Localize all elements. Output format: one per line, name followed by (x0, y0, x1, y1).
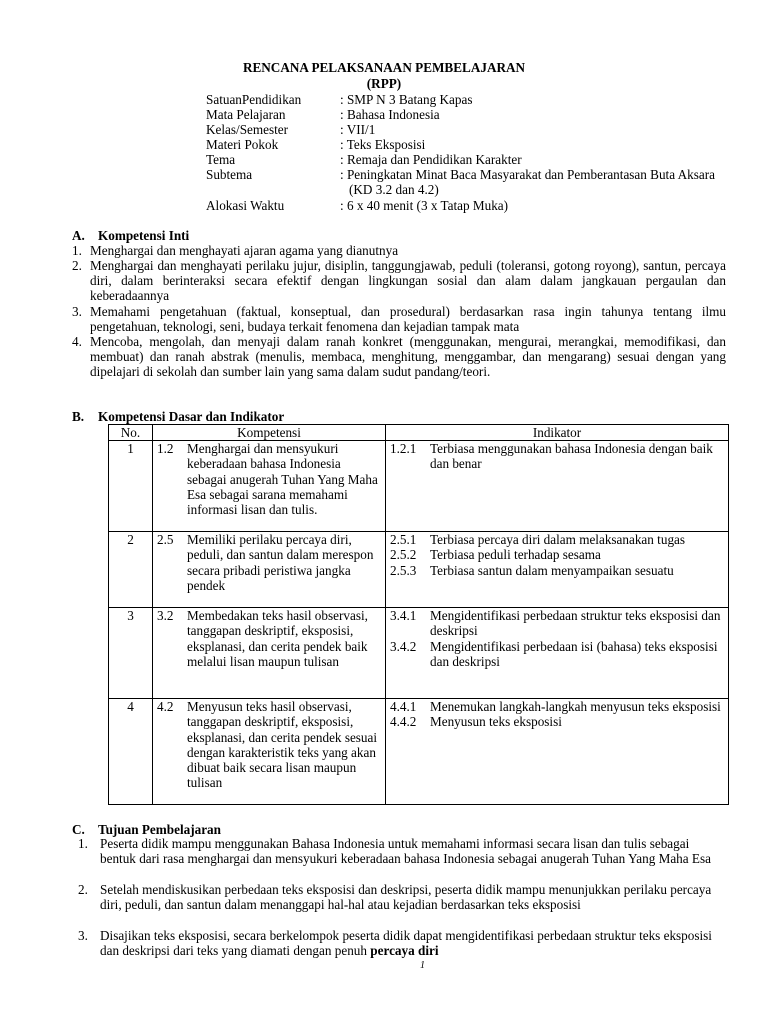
list-item-text: Setelah mendiskusikan perbedaan teks eksposisi dan deskripsi, peserta didik mampu menunjukkan perilaku percaya diri, peduli, dan santun dalam menanggapi hal-hal atau kejadian berdasarkan teks eksposisi (100, 882, 712, 913)
competency-table (108, 424, 729, 805)
indicator-entry (390, 608, 724, 638)
identity-value: : 6 x 40 menit (3 x Tatap Muka) (340, 198, 509, 213)
indicator-code: 1.2.1 (390, 441, 417, 457)
identity-label: Alokasi Waktu (206, 198, 285, 213)
competency-entry (157, 441, 381, 517)
indicator-entry (390, 532, 724, 547)
page-number: 1 (420, 960, 425, 971)
indicator-code: 2.5.2 (390, 547, 417, 563)
indicator-cell (386, 608, 729, 699)
competency-cell (153, 532, 386, 608)
list-item-text: Menghargai dan menghayati perilaku jujur, disiplin, tanggungjawab, peduli (toleransi, gotong royong), santun, percaya diri, dalam berinteraksi secara efektif dengan lingkungan sosial dan alam dalam jangkauan pergaulan dan keberadaannya (90, 258, 726, 304)
list-item (72, 258, 726, 304)
list-item (72, 243, 726, 258)
kd-text: Membedakan teks hasil observasi, tanggapan deskriptif, eksposisi, eksplanasi, dan cerita pendek baik melalui lisan maupun tulisan (187, 608, 368, 669)
row-number: 3 (109, 608, 153, 699)
list-item-number: 4. (72, 334, 82, 349)
list-item-text: Peserta didik mampu menggunakan Bahasa Indonesia untuk memahami informasi secara lisan dan tulis sebagai bentuk dari rasa menghargai dan mensyukuri keberadaan bahasa Indonesia sebagai anugerah Tuhan Yang Maha Esa (100, 836, 711, 867)
kd-code: 1.2 (157, 441, 174, 457)
competency-cell (153, 608, 386, 699)
indicator-entry (390, 547, 724, 562)
list-item-text: Mencoba, mengolah, dan menyaji dalam ranah konkret (menggunakan, mengurai, merangkai, memodifikasi, dan membuat) dan ranah abstrak (menulis, membaca, menghitung, menggambar, dan mengarang) sesuai dengan yang dipelajari di sekolah dan sumber lain yang sama dalam sudut pandang/teori. (90, 334, 726, 380)
section-letter: B. (72, 409, 85, 424)
list-item-number: 2. (72, 258, 82, 273)
identity-label: Materi Pokok (206, 137, 279, 152)
kd-code: 2.5 (157, 532, 174, 548)
document-subtitle: (RPP) (366, 76, 402, 91)
indicator-code: 3.4.2 (390, 638, 417, 654)
row-number: 2 (109, 532, 153, 608)
identity-value: : SMP N 3 Batang Kapas (340, 92, 473, 107)
indicator-text: Menemukan langkah-langkah menyusun teks eksposisi (430, 699, 721, 715)
table-row (109, 608, 729, 699)
identity-label: SatuanPendidikan (206, 92, 302, 107)
identity-value: : Teks Eksposisi (340, 137, 426, 152)
indicator-cell (386, 441, 729, 532)
competency-cell (153, 441, 386, 532)
identity-value: : VII/1 (340, 122, 376, 137)
indicator-text: Menyusun teks eksposisi (430, 714, 562, 730)
kd-code: 4.2 (157, 699, 174, 715)
indicator-code: 2.5.1 (390, 532, 417, 548)
list-item-text: Menghargai dan menghayati ajaran agama yang dianutnya (90, 243, 399, 258)
row-number: 1 (109, 441, 153, 532)
row-number: 4 (109, 699, 153, 805)
indicator-text: Terbiasa santun dalam menyampaikan sesuatu (430, 562, 674, 578)
competency-entry (157, 699, 381, 790)
kd-text: Menghargai dan mensyukuri keberadaan bahasa Indonesia sebagai anugerah Tuhan Yang Maha Esa sebagai sarana memahami informasi lisan dan tulis. (187, 441, 378, 518)
kd-code: 3.2 (157, 608, 174, 624)
list-item-number: 1. (72, 243, 82, 258)
indicator-text: Terbiasa peduli terhadap sesama (430, 547, 601, 563)
table-header-row (109, 425, 729, 441)
list-item (72, 334, 726, 380)
identity-value: : Remaja dan Pendidikan Karakter (340, 152, 522, 167)
list-item-number: 3. (78, 928, 88, 943)
column-header: No. (109, 425, 153, 441)
identity-label: Mata Pelajaran (206, 107, 286, 122)
identity-label: Tema (206, 152, 236, 167)
indicator-text: Terbiasa percaya diri dalam melaksanakan tugas (430, 532, 686, 548)
list-item-text: Disajikan teks eksposisi, secara berkelompok peserta didik dapat mengidentifikasi perbedaan struktur teks eksposisi dan deskripsi dari teks yang diamati dengan penuh (100, 928, 712, 959)
kd-text: Memiliki perilaku percaya diri, peduli, dan santun dalam merespon secara pribadi peristiwa jangka pendek (187, 532, 374, 593)
list-item-bold-text: percaya diri (370, 943, 439, 959)
list-item (78, 882, 726, 913)
section-letter: C. (72, 822, 85, 837)
competency-cell (153, 699, 386, 805)
indicator-code: 3.4.1 (390, 608, 417, 624)
indicator-cell (386, 532, 729, 608)
identity-value: : Peningkatan Minat Baca Masyarakat dan Pemberantasan Buta Aksara (KD 3.2 dan 4.2) (340, 167, 715, 198)
table-row (109, 699, 729, 805)
competency-entry (157, 532, 381, 593)
identity-label: Kelas/Semester (206, 122, 289, 137)
list-item (78, 836, 726, 867)
indicator-code: 4.4.2 (390, 714, 417, 730)
column-header: Kompetensi (153, 425, 386, 441)
indicator-entry (390, 714, 724, 729)
list-item-text: Memahami pengetahuan (faktual, konseptual, dan prosedural) berdasarkan rasa ingin tahunya tentang ilmu pengetahuan, teknologi, seni, budaya terkait fenomena dan kejadian tampak mata (90, 304, 726, 335)
indicator-entry (390, 699, 724, 714)
identity-label: Subtema (206, 167, 253, 182)
column-header: Indikator (386, 425, 729, 441)
section-heading-text: Kompetensi Dasar dan Indikator (98, 409, 285, 424)
kd-text: Menyusun teks hasil observasi, tanggapan deskriptif, eksposisi, eksplanasi, dan cerita pendek sesuai dengan karakteristik teks yang akan dibuat baik secara lisan maupun tulisan (187, 699, 378, 791)
identity-value: : Bahasa Indonesia (340, 107, 440, 122)
indicator-code: 4.4.1 (390, 699, 417, 715)
table-row (109, 441, 729, 532)
competency-entry (157, 608, 381, 669)
section-letter: A. (72, 228, 85, 243)
indicator-text: Mengidentifikasi perbedaan struktur teks eksposisi dan deskripsi (430, 608, 721, 639)
indicator-text: Terbiasa menggunakan bahasa Indonesia dengan baik dan benar (430, 441, 713, 472)
section-heading-text: Kompetensi Inti (98, 228, 190, 243)
indicator-entry (390, 639, 724, 669)
list-item (78, 928, 726, 959)
indicator-cell (386, 699, 729, 805)
list-item (72, 304, 726, 335)
document-title: RENCANA PELAKSANAAN PEMBELAJARAN (242, 60, 526, 75)
list-item-number: 2. (78, 882, 88, 897)
list-item-number: 1. (78, 836, 88, 851)
table-row (109, 532, 729, 608)
indicator-text: Mengidentifikasi perbedaan isi (bahasa) teks eksposisi dan deskripsi (430, 638, 718, 669)
section-heading-text: Tujuan Pembelajaran (98, 822, 221, 837)
list-item-number: 3. (72, 304, 82, 319)
indicator-entry (390, 563, 724, 578)
indicator-entry (390, 441, 724, 471)
indicator-code: 2.5.3 (390, 562, 417, 578)
